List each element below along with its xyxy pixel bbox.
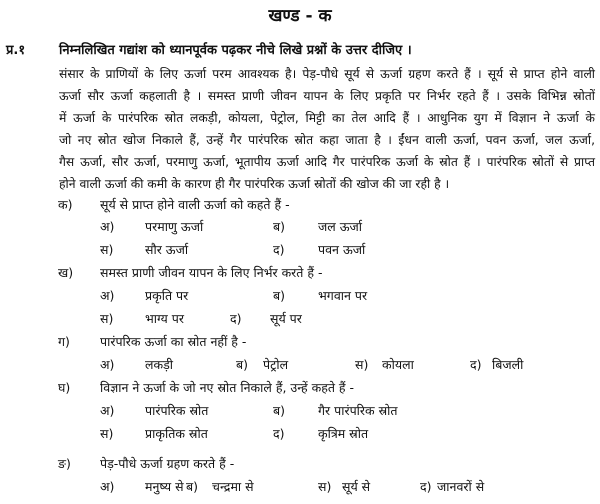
passage [59, 63, 595, 195]
sub-question-label: क) [58, 197, 73, 212]
option-label: द) [470, 357, 482, 372]
passage-line: गैस ऊर्जा, सौर ऊर्जा, परमाणु ऊर्जा, भूतापीय ऊर्जा आदि गैर पारंपरिक ऊर्जा के स्रोत हैं । पारंपरिक स्रोतों से प्राप्त [59, 155, 595, 169]
question-instruction: निम्नलिखित गद्यांश को ध्यानपूर्वक पढ़कर नीचे लिखे प्रश्नों के उत्तर दीजिए । [59, 43, 412, 58]
option-text: सूर्य पर [270, 311, 302, 326]
option-text: चन्द्रमा से [212, 479, 254, 494]
sub-question-label: घ) [58, 380, 71, 395]
option-label: अ) [100, 219, 115, 234]
passage-line: संसार के प्राणियों के लिए ऊर्जा परम आवश्यक है। पेड़-पौधे सूर्य से ऊर्जा ग्रहण करते हैं । सूर्य से प्राप्त होने वाली [59, 67, 595, 81]
option-label: अ) [100, 479, 115, 494]
section-title: खण्ड - क [268, 6, 332, 26]
question-number: प्र.१ [6, 43, 26, 58]
sub-question-text: विज्ञान ने ऊर्जा के जो नए स्रोत निकाले हैं, उन्हें कहते हैं - [100, 380, 355, 395]
option-label: ब) [273, 219, 286, 234]
option-label: ब) [236, 357, 249, 372]
option-text: मनुष्य से [145, 479, 184, 494]
passage-line: जो नए स्रोत खोज निकाले हैं, उन्हें गैर पारंपरिक स्रोत कहा जाता है । ईंधन वाली ऊर्जा, पवन ऊर्जा, जल ऊर्जा, [59, 133, 595, 147]
option-text: सूर्य से [342, 479, 371, 494]
sub-question-label: ख) [58, 265, 74, 280]
option-label: स) [100, 311, 114, 326]
option-text: भाग्य पर [145, 311, 184, 326]
option-text: कोयला [382, 357, 414, 372]
option-label: अ) [100, 357, 115, 372]
sub-question-text: सूर्य से प्राप्त होने वाली ऊर्जा को कहते हैं - [100, 197, 290, 212]
option-label: स) [318, 479, 332, 494]
option-label: द) [420, 479, 432, 494]
option-text: पारंपरिक स्रोत [145, 403, 209, 418]
option-text: कृत्रिम स्रोत [318, 426, 369, 441]
passage-line: में ऊर्जा के पारंपरिक स्रोत लकड़ी, कोयला, पेट्रोल, मिट्टी का तेल आदि हैं । आधुनिक युग में विज्ञान ने ऊर्जा के [59, 111, 595, 125]
option-label: ब) [186, 479, 199, 494]
option-label: ब) [273, 288, 286, 303]
option-label: स) [100, 242, 114, 257]
option-text: बिजली [492, 357, 524, 372]
option-text: परमाणु ऊर्जा [145, 219, 204, 234]
option-text: प्रकृति पर [145, 288, 189, 303]
option-text: पेट्रोल [263, 357, 289, 372]
option-text: भगवान पर [318, 288, 368, 303]
option-text: जानवरों से [437, 479, 485, 494]
option-label: द) [273, 242, 285, 257]
passage-line: होने वाली ऊर्जा की कमी के कारण ही गैर पारंपरिक ऊर्जा स्रोतों की खोज की जा रही है । [59, 177, 450, 191]
sub-question-label: ग) [58, 334, 70, 349]
sub-question-text: समस्त प्राणी जीवन यापन के लिए निर्भर करते हैं - [100, 265, 323, 280]
option-text: जल ऊर्जा [318, 219, 363, 234]
option-text: सौर ऊर्जा [145, 242, 189, 257]
sub-question-label: ङ) [58, 456, 71, 471]
option-label: स) [100, 426, 114, 441]
option-text: गैर पारंपरिक स्रोत [318, 403, 398, 418]
sub-question-text: पारंपरिक ऊर्जा का स्रोत नहीं है - [100, 334, 247, 349]
option-text: लकड़ी [145, 357, 174, 372]
option-label: स) [355, 357, 369, 372]
option-label: ब) [273, 403, 286, 418]
option-label: अ) [100, 288, 115, 303]
sub-question-text: पेड़-पौधे ऊर्जा ग्रहण करते हैं - [100, 456, 235, 471]
option-text: प्राकृतिक स्रोत [145, 426, 208, 441]
passage-line: ऊर्जा सौर ऊर्जा कहलाती है । समस्त प्राणी जीवन यापन के लिए प्रकृति पर निर्भर रहते हैं । उसके विभिन्न स्रोतों [59, 89, 595, 103]
option-label: द) [230, 311, 242, 326]
option-label: द) [273, 426, 285, 441]
option-text: पवन ऊर्जा [318, 242, 366, 257]
option-label: अ) [100, 403, 115, 418]
